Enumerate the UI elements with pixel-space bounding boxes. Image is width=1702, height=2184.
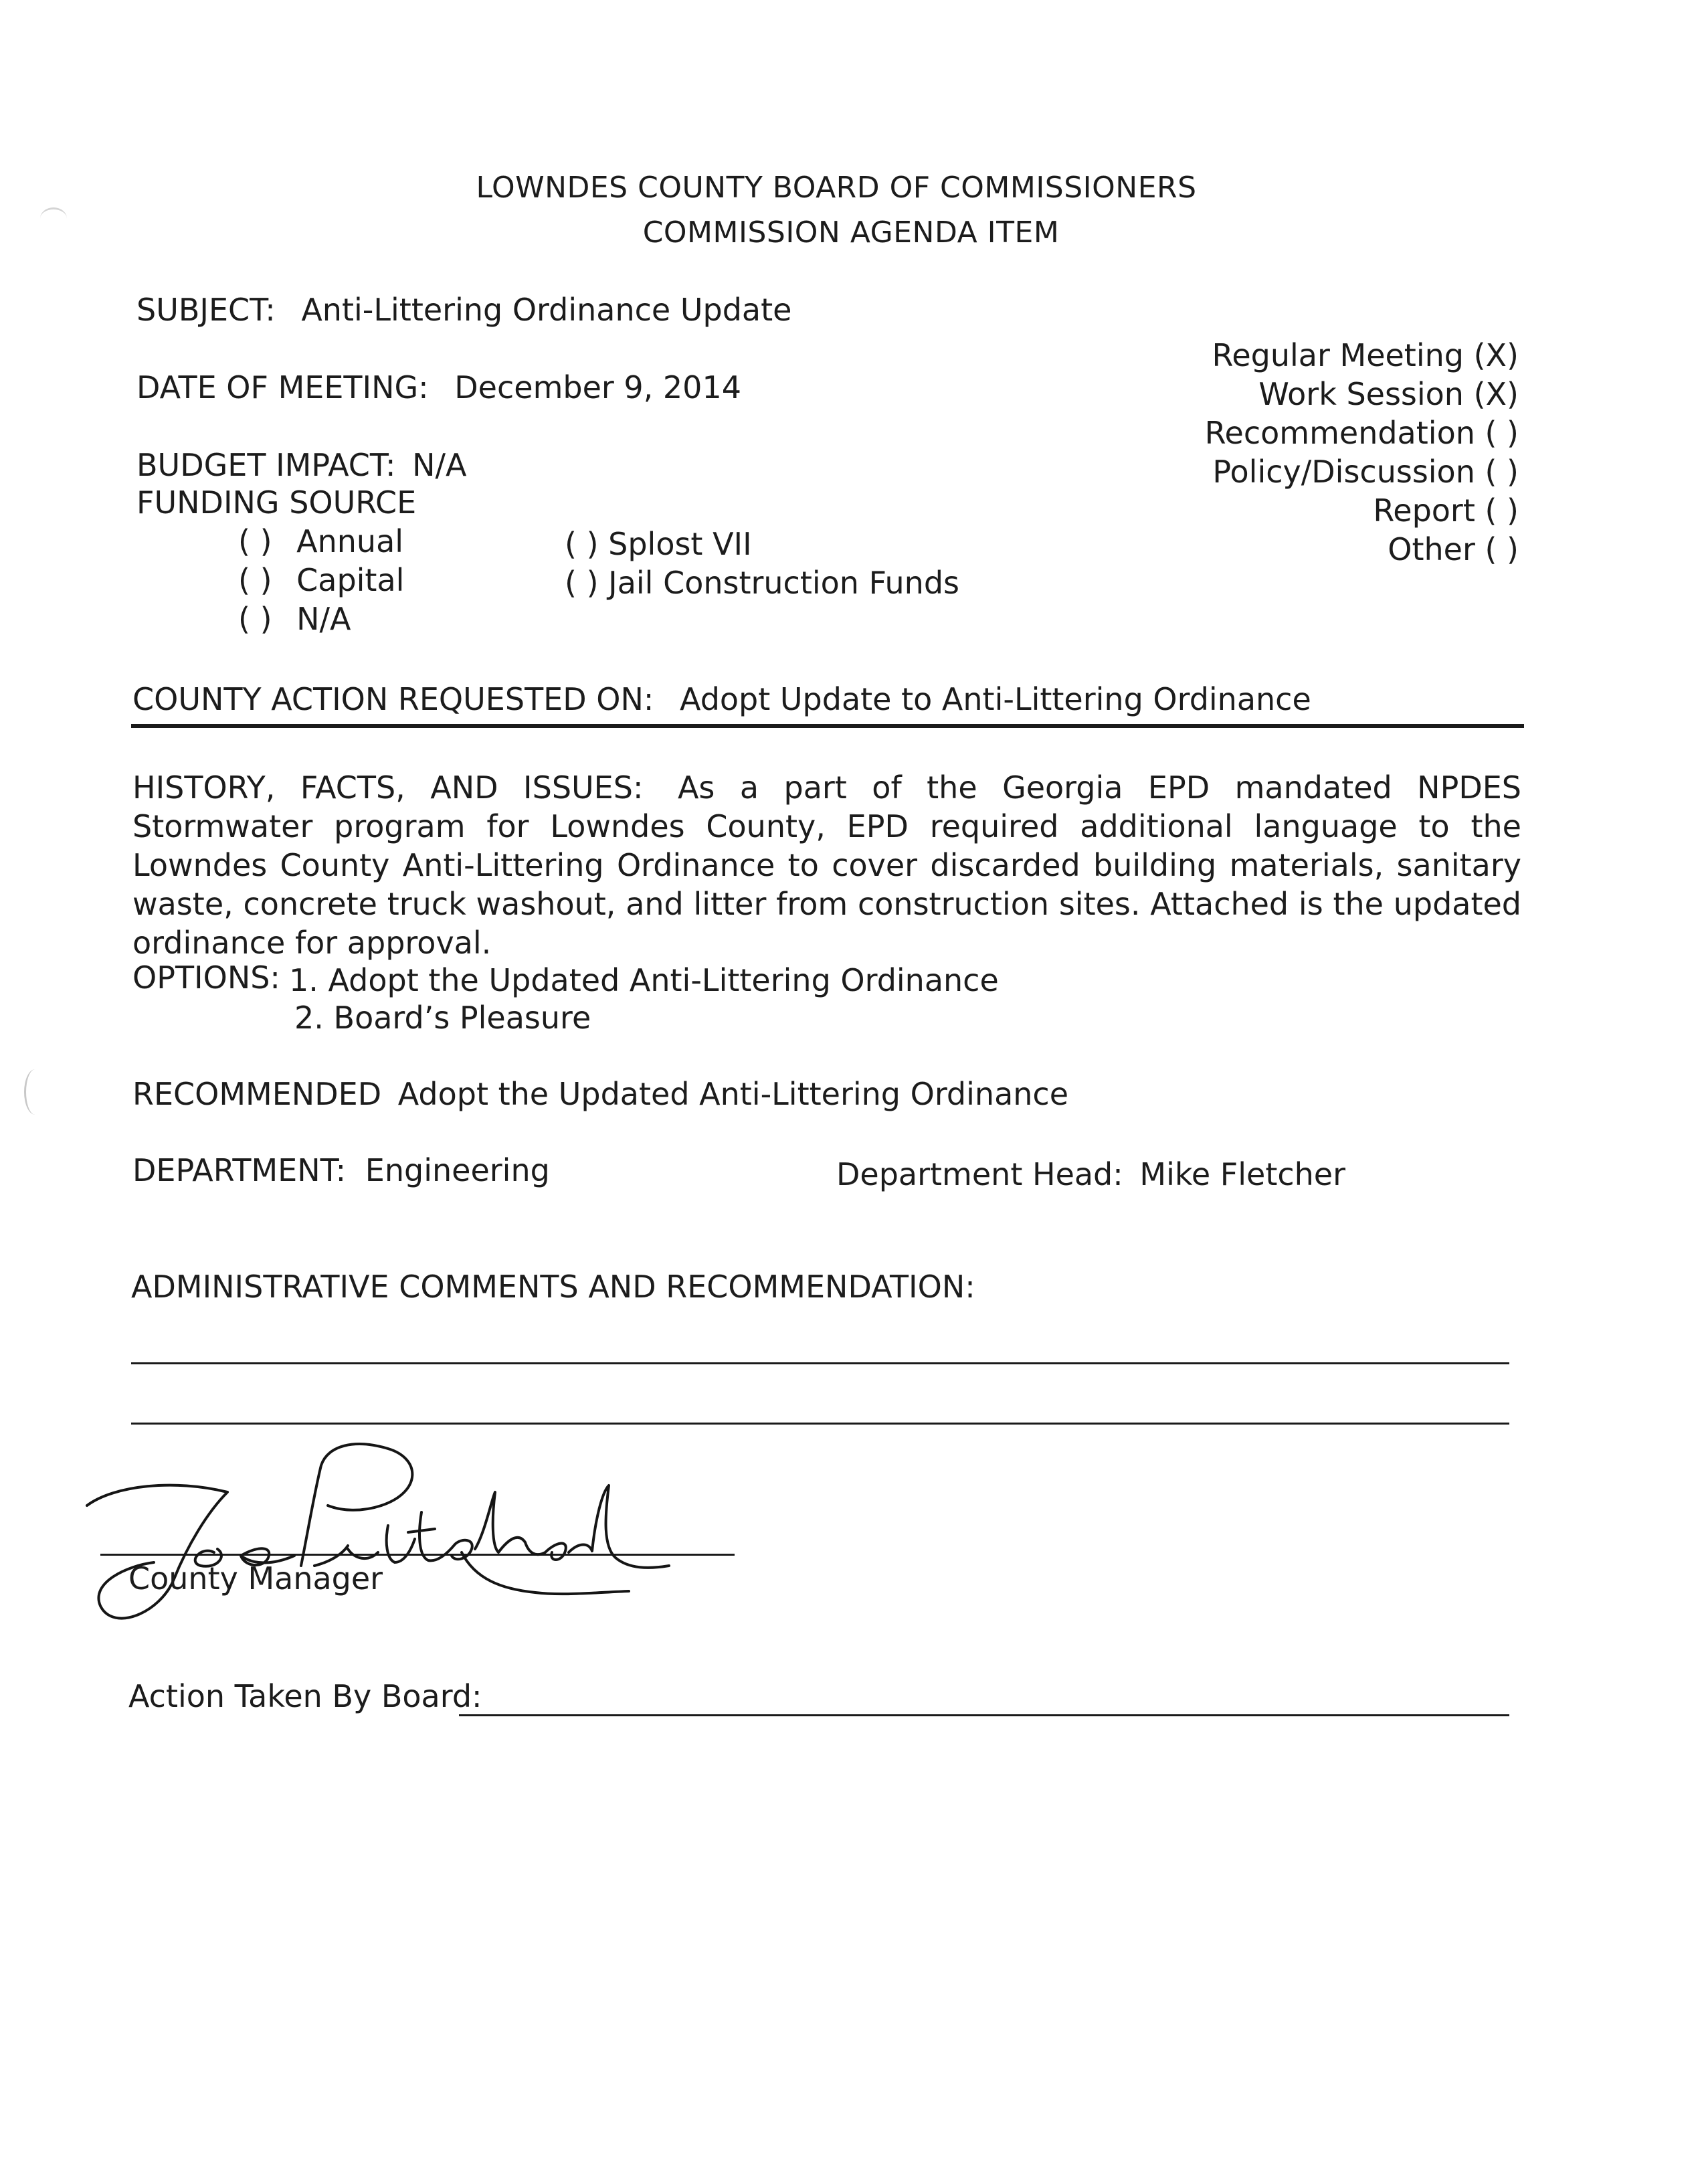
option-item-1: 1. Adopt the Updated Anti-Littering Ordinance (289, 962, 999, 998)
subject-row (136, 292, 791, 328)
meeting-type-other: Other ( ) (1388, 531, 1519, 567)
scan-mark-middle (24, 1069, 46, 1115)
meeting-type-regular: Regular Meeting (X) (1212, 337, 1519, 373)
meeting-type-list (1137, 336, 1519, 569)
date-label: DATE OF MEETING: (136, 369, 429, 405)
funding-option-splost: ( ) Splost VII (565, 526, 752, 562)
meeting-type-policy: Policy/Discussion ( ) (1212, 454, 1519, 490)
option-item-2: 2. Board’s Pleasure (294, 1000, 591, 1036)
comment-line-1 (131, 1362, 1509, 1364)
funding-label-na: N/A (296, 601, 351, 637)
history-label: HISTORY, FACTS, AND ISSUES: (132, 769, 644, 806)
funding-option-jail: ( ) Jail Construction Funds (565, 565, 960, 601)
meeting-type-work-session: Work Session (X) (1258, 376, 1519, 412)
funding-option-capital (238, 562, 404, 598)
subject-value: Anti-Littering Ordinance Update (301, 292, 792, 328)
funding-option-na (238, 601, 351, 637)
subject-label: SUBJECT: (136, 292, 276, 328)
section-divider (131, 724, 1524, 728)
header-subtitle (0, 215, 1702, 250)
budget-row (136, 447, 466, 483)
history-paragraph (132, 768, 1521, 962)
funding-label-capital: Capital (296, 562, 405, 598)
action-taken-label: Action Taken By Board: (128, 1678, 482, 1714)
funding-option-annual (238, 523, 403, 559)
date-row (136, 369, 741, 405)
department-head-row (836, 1156, 1345, 1192)
action-taken-line (459, 1714, 1509, 1716)
signature-image (74, 1432, 676, 1633)
county-manager-label: County Manager (128, 1560, 383, 1597)
history-text: As a part of the Georgia EPD mandated NPDES Stormwater program for Lowndes County, EPD required additional language to the Lowndes County Anti-Littering Ordinance to cover discarded building materials, sanitary waste, concrete truck washout, and litter from construction sites. Attached is the updated ordinance for approval. (132, 769, 1521, 961)
department-row (132, 1152, 550, 1188)
meeting-type-recommendation: Recommendation ( ) (1204, 415, 1519, 451)
date-value: December 9, 2014 (454, 369, 741, 405)
meeting-type-report: Report ( ) (1373, 492, 1519, 529)
county-action-value: Adopt Update to Anti-Littering Ordinance (680, 681, 1311, 717)
comment-line-2 (131, 1423, 1509, 1425)
budget-label: BUDGET IMPACT: (136, 447, 396, 483)
recommended-row (132, 1076, 1068, 1112)
recommended-value: Adopt the Updated Anti-Littering Ordinance (397, 1076, 1069, 1112)
admin-comments-label: ADMINISTRATIVE COMMENTS AND RECOMMENDATION: (131, 1269, 975, 1305)
checkbox-na: ( ) (238, 601, 272, 637)
header-line-2: COMMISSION AGENDA ITEM (642, 215, 1060, 250)
recommended-label: RECOMMENDED (132, 1076, 382, 1112)
department-value: Engineering (365, 1152, 550, 1188)
checkbox-annual: ( ) (238, 523, 272, 559)
department-head-label: Department Head: (836, 1156, 1123, 1192)
county-action-label: COUNTY ACTION REQUESTED ON: (132, 681, 654, 717)
budget-value: N/A (412, 447, 467, 483)
department-label: DEPARTMENT: (132, 1152, 347, 1188)
header-title (0, 171, 1702, 205)
funding-source-label: FUNDING SOURCE (136, 484, 417, 521)
header-line-1: LOWNDES COUNTY BOARD OF COMMISSIONERS (476, 171, 1197, 205)
funding-label-annual: Annual (296, 523, 404, 559)
county-action-row (132, 681, 1311, 717)
department-head-value: Mike Fletcher (1139, 1156, 1346, 1192)
checkbox-capital: ( ) (238, 562, 272, 598)
options-label: OPTIONS: (132, 960, 280, 996)
